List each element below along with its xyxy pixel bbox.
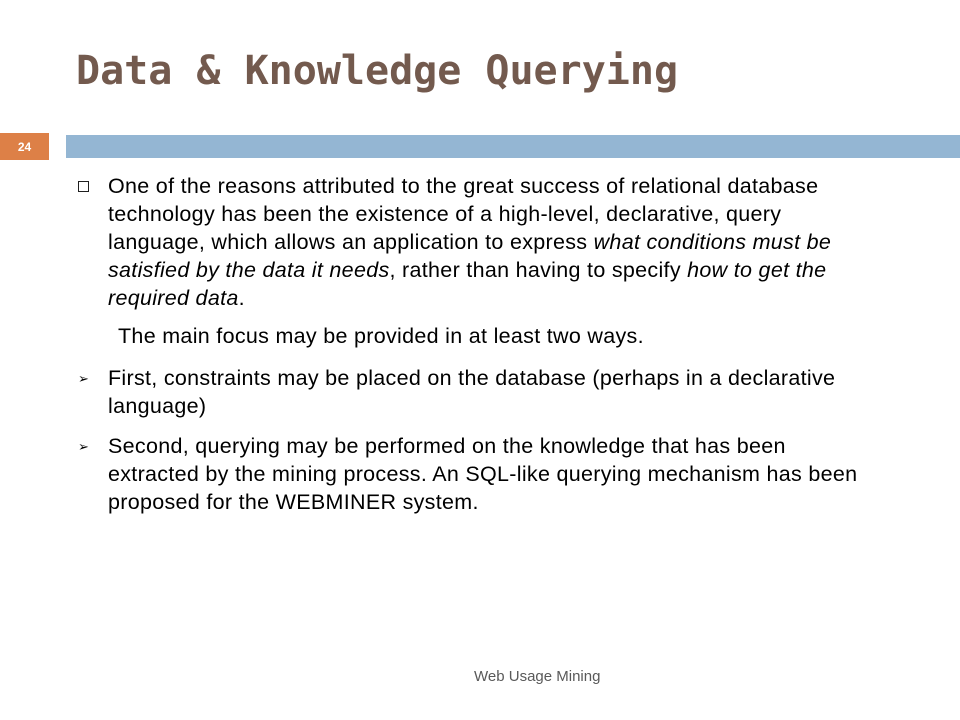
bullet-main-text-3: . — [238, 286, 245, 310]
arrow-bullet-icon: ➢ — [78, 371, 90, 386]
bullet-main — [78, 172, 878, 312]
header-band — [66, 135, 960, 158]
square-bullet-icon — [78, 181, 89, 192]
slide-number: 24 — [0, 133, 49, 160]
bullet-main-italic-2: how to get the required data — [108, 258, 827, 310]
bullet-main-italic-1: what conditions must be satisfied by the data it needs — [108, 230, 832, 282]
bullet-main-text-1: One of the reasons attributed to the great success of relational database technology has been the existence of a high-level, declarative, query language, which allows an application to express — [108, 174, 819, 254]
main-focus-line: The main focus may be provided in at least two ways. — [118, 324, 644, 348]
bullet-first-text: First, constraints may be placed on the database (perhaps in a declarative language) — [108, 366, 836, 418]
slide-content — [78, 172, 878, 516]
bullet-main-text-2: , rather than having to specify — [389, 258, 688, 282]
footer-text: Web Usage Mining — [474, 668, 601, 685]
slide-title: Data & Knowledge Querying — [76, 48, 679, 94]
bullet-second-text: Second, querying may be performed on the knowledge that has been extracted by the mining process. An SQL-like querying mechanism has been proposed for the WEBMINER system. — [108, 434, 858, 514]
arrow-bullet-icon: ➢ — [78, 439, 90, 454]
bullet-second — [78, 432, 878, 516]
bullet-first — [78, 364, 878, 420]
